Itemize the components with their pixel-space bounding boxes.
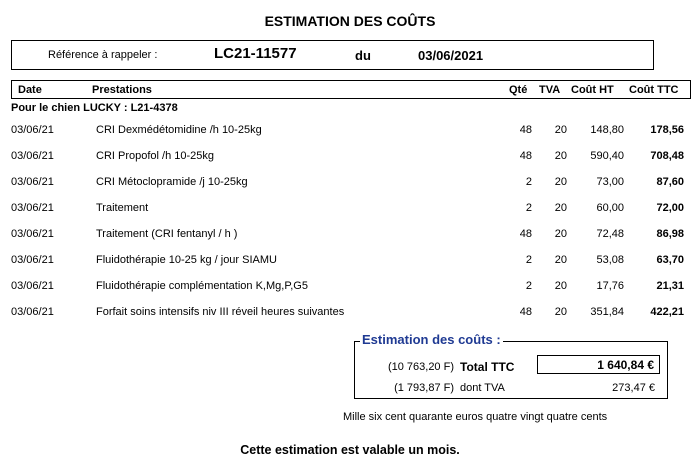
row-cout-ht: 17,76 [596, 280, 624, 292]
column-header-qte: Qté [509, 84, 528, 96]
table-row [0, 194, 700, 220]
row-date: 03/06/21 [11, 306, 54, 318]
total-ttc-francs: (10 763,20 F) [387, 361, 454, 373]
row-cout-ttc: 422,21 [650, 306, 684, 318]
row-qte: 48 [519, 228, 532, 240]
row-prestation: Forfait soins intensifs niv III réveil heures suivantes [96, 306, 345, 318]
row-qte: 48 [519, 124, 532, 136]
row-cout-ht: 73,00 [596, 176, 624, 188]
row-tva: 20 [554, 306, 567, 318]
row-qte: 2 [525, 202, 532, 214]
reference-label: Référence à rappeler : [48, 49, 158, 61]
row-tva: 20 [554, 150, 567, 162]
row-date: 03/06/21 [11, 202, 54, 214]
row-cout-ht: 351,84 [590, 306, 624, 318]
table-row [0, 298, 700, 324]
row-cout-ttc: 178,56 [650, 124, 684, 136]
amount-in-words: Mille six cent quarante euros quatre vingt quatre cents [343, 411, 608, 423]
column-header-cout-ttc: Coût TTC [629, 84, 679, 96]
table-row [0, 168, 700, 194]
row-qte: 2 [525, 254, 532, 266]
table-row [0, 220, 700, 246]
row-date: 03/06/21 [11, 124, 54, 136]
reference-date: 03/06/2021 [418, 48, 484, 63]
row-prestation: CRI Dexmédétomidine /h 10-25kg [96, 124, 262, 136]
patient-group-label: Pour le chien LUCKY : L21-4378 [11, 102, 178, 114]
tva-value: 273,47 € [612, 382, 655, 394]
row-cout-ttc: 708,48 [650, 150, 684, 162]
table-header [11, 80, 691, 99]
row-prestation: CRI Métoclopramide /j 10-25kg [96, 176, 248, 188]
row-prestation: Fluidothérapie complémentation K,Mg,P,G5 [96, 280, 308, 292]
tva-francs: (1 793,87 F) [394, 382, 454, 394]
row-date: 03/06/21 [11, 150, 54, 162]
table-row [0, 142, 700, 168]
row-tva: 20 [554, 228, 567, 240]
row-qte: 48 [519, 306, 532, 318]
row-tva: 20 [554, 254, 567, 266]
column-header-tva: TVA [539, 84, 561, 96]
row-qte: 2 [525, 280, 532, 292]
row-prestation: Traitement (CRI fentanyl / h ) [96, 228, 238, 240]
reference-code: LC21-11577 [214, 45, 297, 62]
row-prestation: Traitement [96, 202, 149, 214]
validity-notice: Cette estimation est valable un mois. [240, 443, 460, 457]
column-header-date: Date [18, 84, 42, 96]
row-cout-ht: 53,08 [596, 254, 624, 266]
row-qte: 48 [519, 150, 532, 162]
table-row [0, 272, 700, 298]
column-header-cout-ht: Coût HT [571, 84, 614, 96]
row-date: 03/06/21 [11, 176, 54, 188]
reference-box [11, 40, 654, 70]
row-date: 03/06/21 [11, 280, 54, 292]
row-tva: 20 [554, 202, 567, 214]
row-date: 03/06/21 [11, 228, 54, 240]
estimation-title: Estimation des coûts : [362, 332, 501, 347]
page-title: ESTIMATION DES COÛTS [264, 13, 436, 29]
row-prestation: Fluidothérapie 10-25 kg / jour SIAMU [96, 254, 277, 266]
row-cout-ht: 590,40 [590, 150, 624, 162]
table-row [0, 116, 700, 142]
row-tva: 20 [554, 280, 567, 292]
row-cout-ttc: 86,98 [656, 228, 684, 240]
table-row [0, 246, 700, 272]
total-ttc-box [537, 355, 660, 374]
row-cout-ttc: 21,31 [656, 280, 684, 292]
row-cout-ttc: 63,70 [656, 254, 684, 266]
reference-du-label: du [355, 48, 371, 63]
column-header-prestations: Prestations [92, 84, 152, 96]
tva-label: dont TVA [460, 382, 505, 394]
row-tva: 20 [554, 176, 567, 188]
row-cout-ht: 148,80 [590, 124, 624, 136]
row-cout-ttc: 72,00 [656, 202, 684, 214]
row-cout-ht: 72,48 [596, 228, 624, 240]
total-ttc-label: Total TTC [460, 360, 515, 374]
row-date: 03/06/21 [11, 254, 54, 266]
row-cout-ht: 60,00 [596, 202, 624, 214]
row-prestation: CRI Propofol /h 10-25kg [96, 150, 215, 162]
total-ttc-value: 1 640,84 € [597, 358, 654, 372]
row-tva: 20 [554, 124, 567, 136]
row-qte: 2 [525, 176, 532, 188]
row-cout-ttc: 87,60 [656, 176, 684, 188]
